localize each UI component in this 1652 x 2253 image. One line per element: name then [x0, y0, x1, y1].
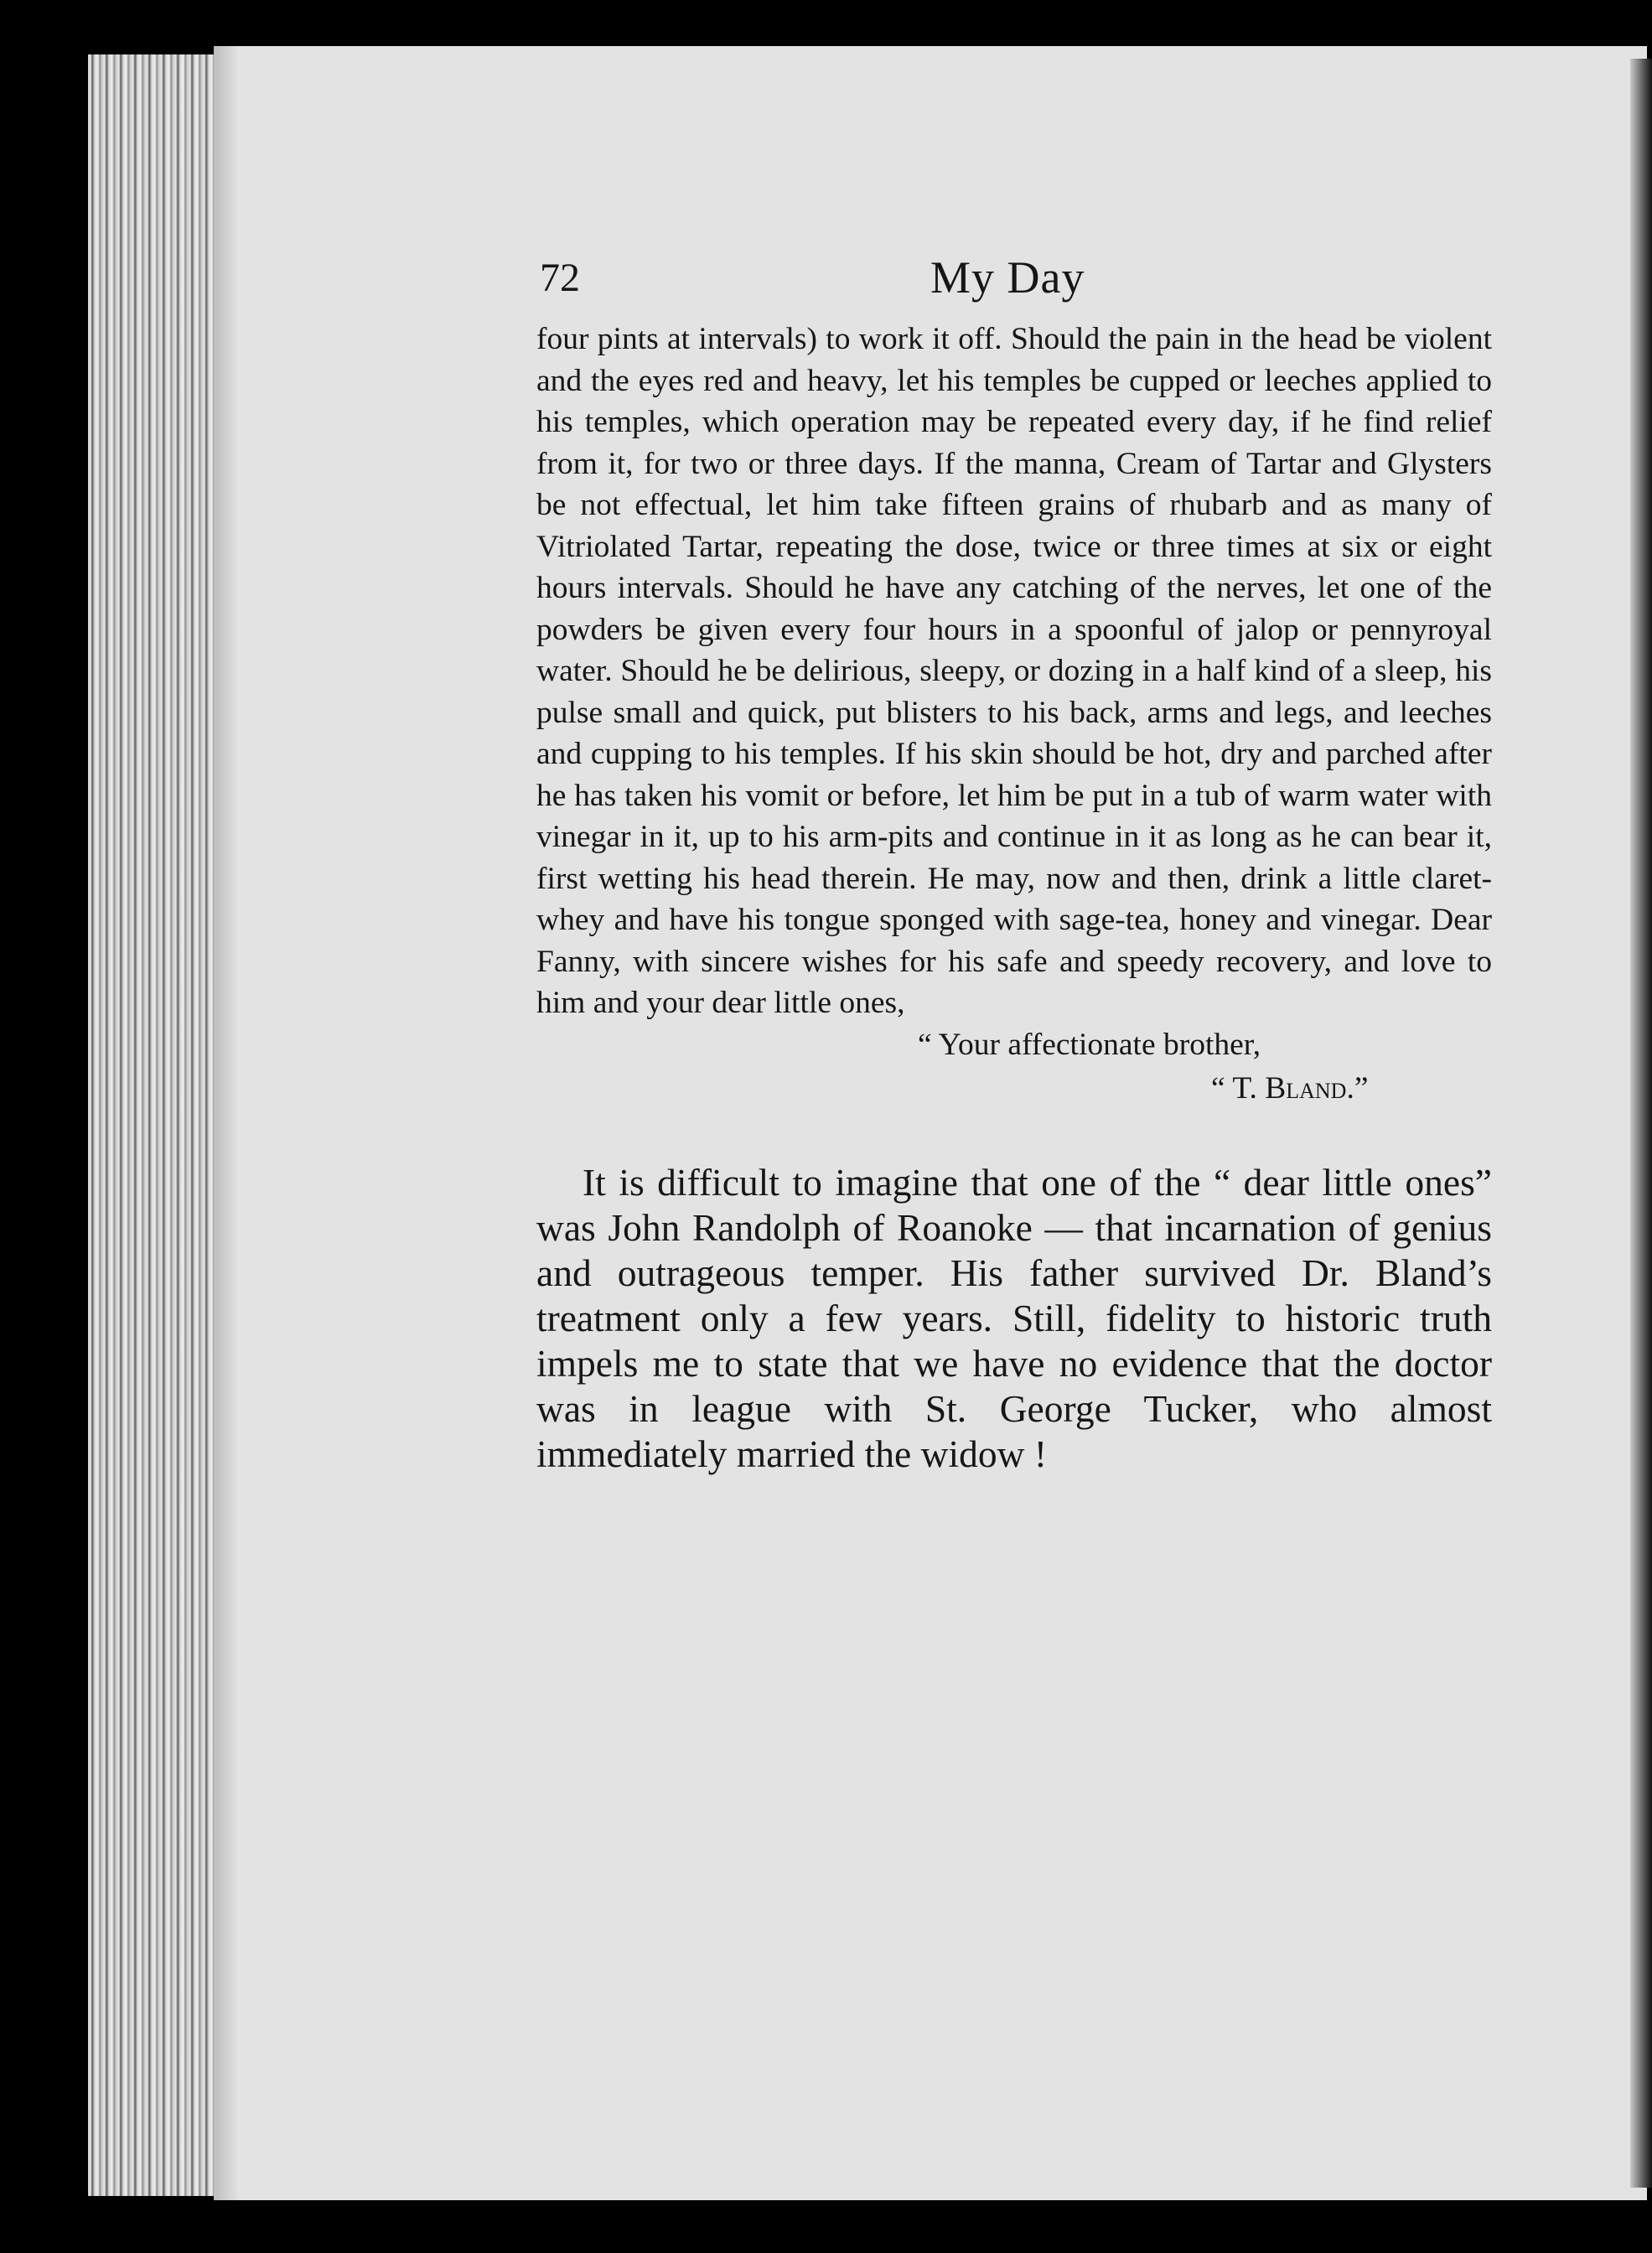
- page-gutter-shadow: [214, 46, 239, 2200]
- commentary-paragraph: It is difficult to imagine that one of the “ dear little ones” was John Randolph of Roanoke — that incarnation of genius and outrageous temper. His father survived Dr. Bland’s treatment only a few years. Still, fidelity to historic truth impels me to state that we have no evidence that the doctor was in league with St. George Tucker, who almost immediately married the widow !: [536, 1160, 1492, 1475]
- running-head: [536, 251, 1492, 319]
- page-right-edge: [1630, 59, 1652, 2188]
- page-number: 72: [540, 256, 580, 300]
- letter-paragraph: four pints at intervals) to work it off. Should the pain in the head be violent and the eyes red and heavy, let his temples be cupped or leeches applied to his temples, which operation may be repeated every day, if he find relief from it, for two or three days. If the manna, Cream of Tartar and Glysters be not effectual, let him take fifteen grains of rhubarb and as many of Vitriolated Tartar, repeating the dose, twice or three times at six or eight hours intervals. Should he have any catching of the nerves, let one of the powders be given every four hours in a spoonful of jalop or pennyroyal water. Should he be delirious, sleepy, or dozing in a half kind of a sleep, his pulse small and quick, put blisters to his back, arms and legs, and leeches and cupping to his temples. If his skin should be hot, dry and parched after he has taken his vomit or before, let him be put in a tub of warm water with vinegar in it, up to his arm-pits and continue in it as long as he can bear it, first wetting his head therein. He may, now and then, drink a little claret-whey and have his tongue sponged with sage-tea, honey and vinegar. Dear Fanny, with sincere wishes for his safe and speedy recovery, and love to him and your dear little ones,: [536, 322, 1492, 1020]
- running-title: My Day: [930, 252, 1085, 303]
- signature: “ T. Bland.”: [1211, 1070, 1369, 1106]
- closing-line: “ Your affectionate brother,: [918, 1027, 1261, 1062]
- book-page-edges: [88, 54, 230, 2196]
- text-block: [536, 251, 1492, 1477]
- letter-closing: [536, 1024, 1492, 1116]
